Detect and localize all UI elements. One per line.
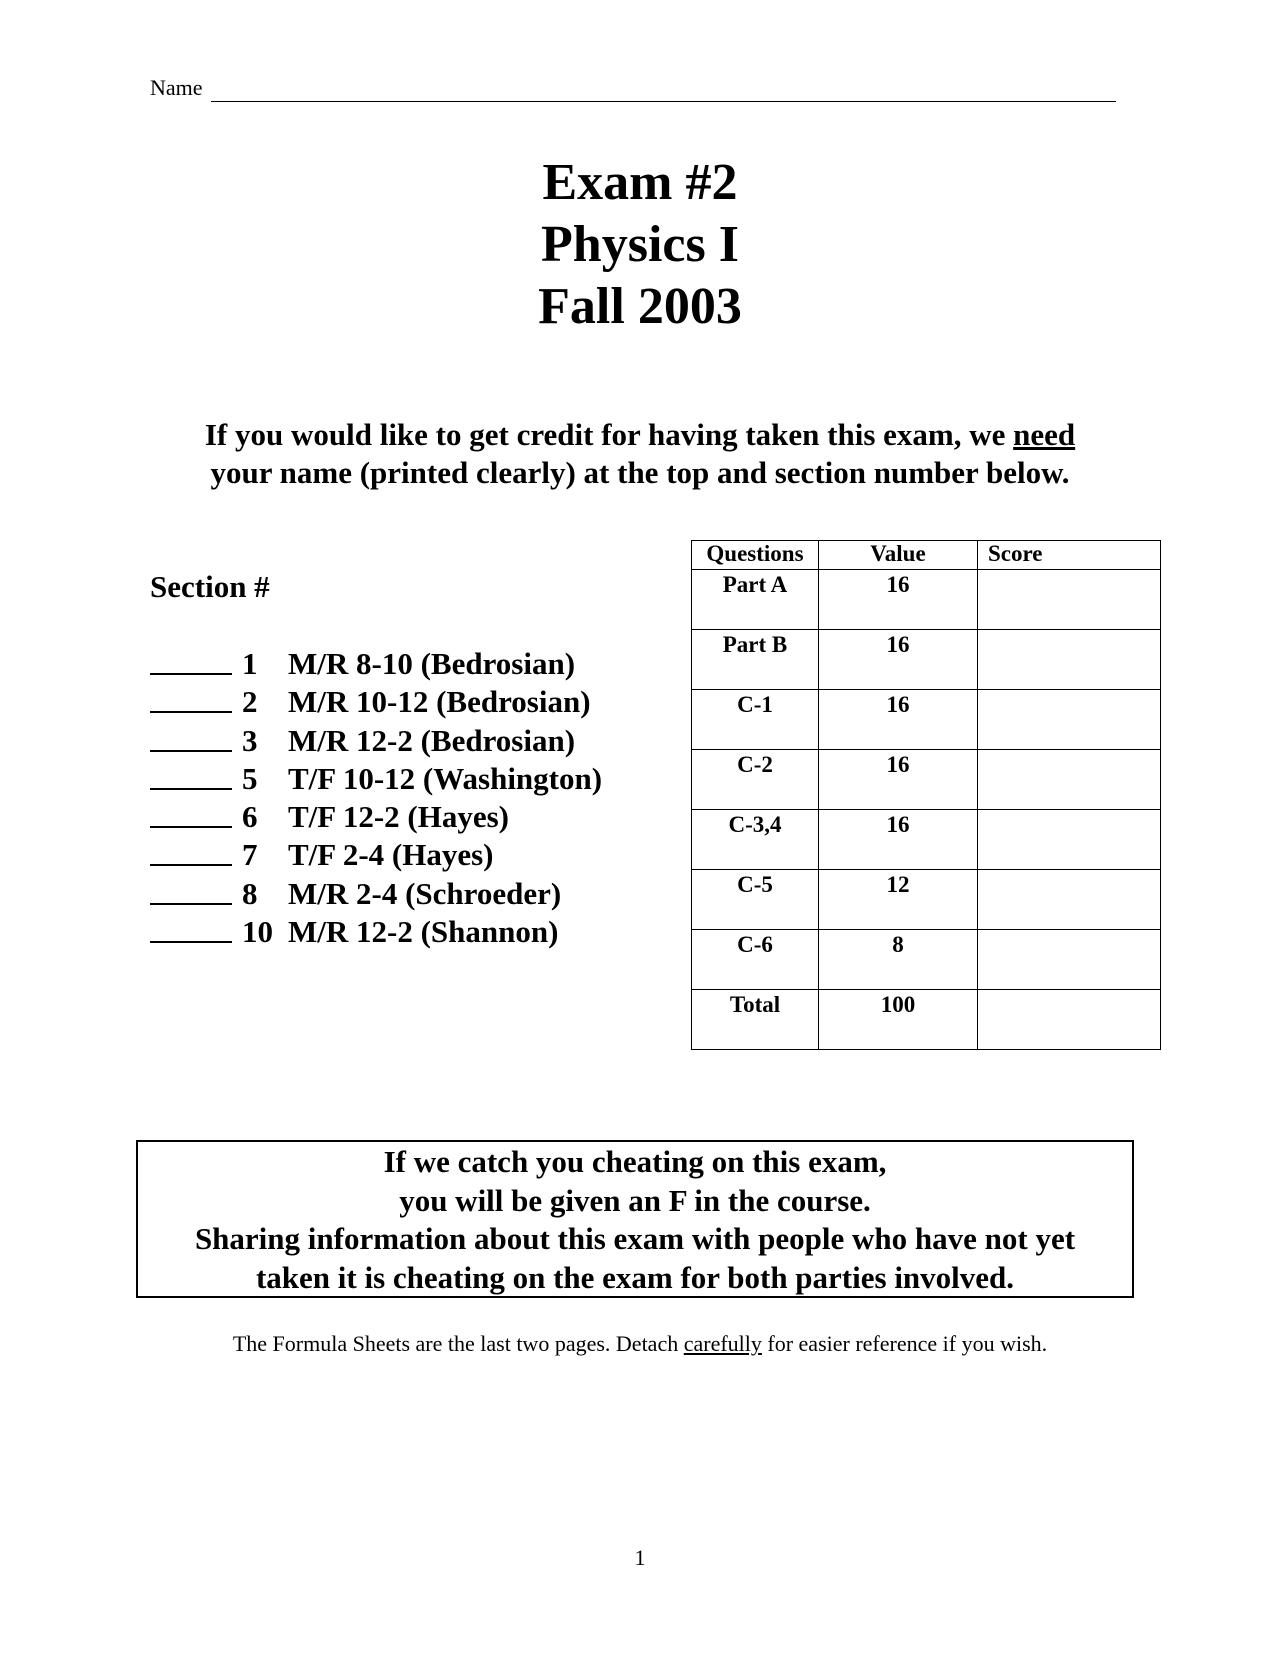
section-number: 1 (242, 646, 258, 681)
credit-notice-emphasis: need (1013, 417, 1076, 452)
section-time-instructor: M/R 10-12 (Bedrosian) (288, 684, 591, 720)
section-time-instructor: M/R 2-4 (Schroeder) (288, 875, 562, 911)
score-cell[interactable] (978, 630, 1161, 690)
header-score: Score (978, 541, 1161, 570)
warning-line: taken it is cheating on the exam for both parties involved. (255, 1259, 1015, 1295)
score-table-row (692, 570, 1161, 630)
cheating-warning-box (136, 1140, 1134, 1298)
section-checkmark-blank[interactable] (150, 913, 232, 943)
section-option[interactable] (150, 836, 710, 874)
section-option[interactable] (150, 722, 710, 760)
warning-line: If we catch you cheating on this exam, (383, 1144, 887, 1179)
formula-sheet-note (0, 1330, 1280, 1358)
title-course: Physics I (541, 216, 739, 273)
section-time-instructor: T/F 2-4 (Hayes) (288, 837, 494, 873)
section-checkmark-blank[interactable] (150, 798, 232, 828)
value-cell: 16 (819, 810, 978, 870)
question-cell: C-2 (692, 750, 819, 810)
section-checkmark-blank[interactable] (150, 722, 232, 752)
question-cell: C-1 (692, 690, 819, 750)
section-time-instructor: M/R 12-2 (Shannon) (288, 914, 559, 950)
section-number: 7 (242, 837, 258, 873)
credit-notice (100, 416, 1180, 492)
score-table-row (692, 930, 1161, 990)
value-cell: 16 (819, 690, 978, 750)
section-checkmark-blank[interactable] (150, 760, 232, 790)
section-checkmark-blank[interactable] (150, 875, 232, 905)
section-option[interactable] (150, 760, 710, 798)
section-time-instructor: M/R 12-2 (Bedrosian) (288, 722, 576, 758)
score-table-row (692, 870, 1161, 930)
score-table-row (692, 750, 1161, 810)
section-number: 5 (242, 760, 258, 796)
score-table (691, 540, 1161, 1050)
value-cell: 12 (819, 870, 978, 930)
credit-notice-text: If you would like to get credit for having taken this exam, we (204, 417, 1014, 452)
section-number: 8 (242, 875, 258, 911)
warning-line: Sharing information about this exam with people who have not yet (194, 1221, 1076, 1256)
score-cell[interactable] (978, 930, 1161, 990)
score-cell[interactable] (978, 570, 1161, 630)
value-cell: 100 (819, 990, 978, 1050)
value-cell: 8 (819, 930, 978, 990)
score-cell[interactable] (978, 690, 1161, 750)
question-cell: C-5 (692, 870, 819, 930)
question-cell: Part A (692, 570, 819, 630)
formula-note-emphasis: carefully (683, 1331, 762, 1356)
section-option[interactable] (150, 645, 710, 683)
score-cell[interactable] (978, 990, 1161, 1050)
question-cell: Total (692, 990, 819, 1050)
section-time-instructor: T/F 12-2 (Hayes) (288, 799, 509, 835)
section-number: 3 (242, 722, 258, 758)
section-checkmark-blank[interactable] (150, 683, 232, 713)
score-table-row (692, 690, 1161, 750)
question-cell: C-3,4 (692, 810, 819, 870)
title-term: Fall 2003 (538, 278, 742, 335)
question-cell: C-6 (692, 930, 819, 990)
score-table-row (692, 630, 1161, 690)
section-number: 10 (242, 914, 273, 950)
value-cell: 16 (819, 630, 978, 690)
formula-note-text-end: for easier reference if you wish. (761, 1331, 1048, 1356)
value-cell: 16 (819, 750, 978, 810)
section-time-instructor: M/R 8-10 (Bedrosian) (288, 646, 576, 681)
credit-notice-line2: your name (printed clearly) at the top and section number below. (210, 455, 1070, 490)
page-number: 1 (634, 1545, 646, 1570)
section-option[interactable] (150, 913, 710, 951)
name-underline[interactable] (211, 81, 1116, 102)
name-field[interactable] (150, 74, 1116, 102)
section-option[interactable] (150, 798, 710, 836)
section-option[interactable] (150, 683, 710, 721)
name-label: Name (150, 75, 203, 100)
credit-notice-line1 (100, 416, 1180, 454)
section-option[interactable] (150, 875, 710, 913)
section-checkmark-blank[interactable] (150, 645, 232, 675)
header-value: Value (819, 541, 978, 570)
value-cell: 16 (819, 570, 978, 630)
section-number: 2 (242, 684, 258, 720)
section-number: 6 (242, 799, 258, 835)
score-table-row (692, 990, 1161, 1050)
warning-line: you will be given an F in the course. (399, 1182, 871, 1218)
section-heading: Section # (150, 569, 270, 604)
score-table-row (692, 810, 1161, 870)
question-cell: Part B (692, 630, 819, 690)
score-cell[interactable] (978, 750, 1161, 810)
score-table-header-row (692, 541, 1161, 570)
section-time-instructor: T/F 10-12 (Washington) (288, 760, 603, 796)
title-exam-number: Exam #2 (542, 154, 738, 211)
section-checkmark-blank[interactable] (150, 836, 232, 866)
formula-note-text: The Formula Sheets are the last two pages. Detach (232, 1331, 684, 1356)
section-list (150, 645, 710, 951)
score-cell[interactable] (978, 810, 1161, 870)
exam-title (0, 152, 1280, 338)
header-questions: Questions (692, 541, 819, 570)
score-cell[interactable] (978, 870, 1161, 930)
